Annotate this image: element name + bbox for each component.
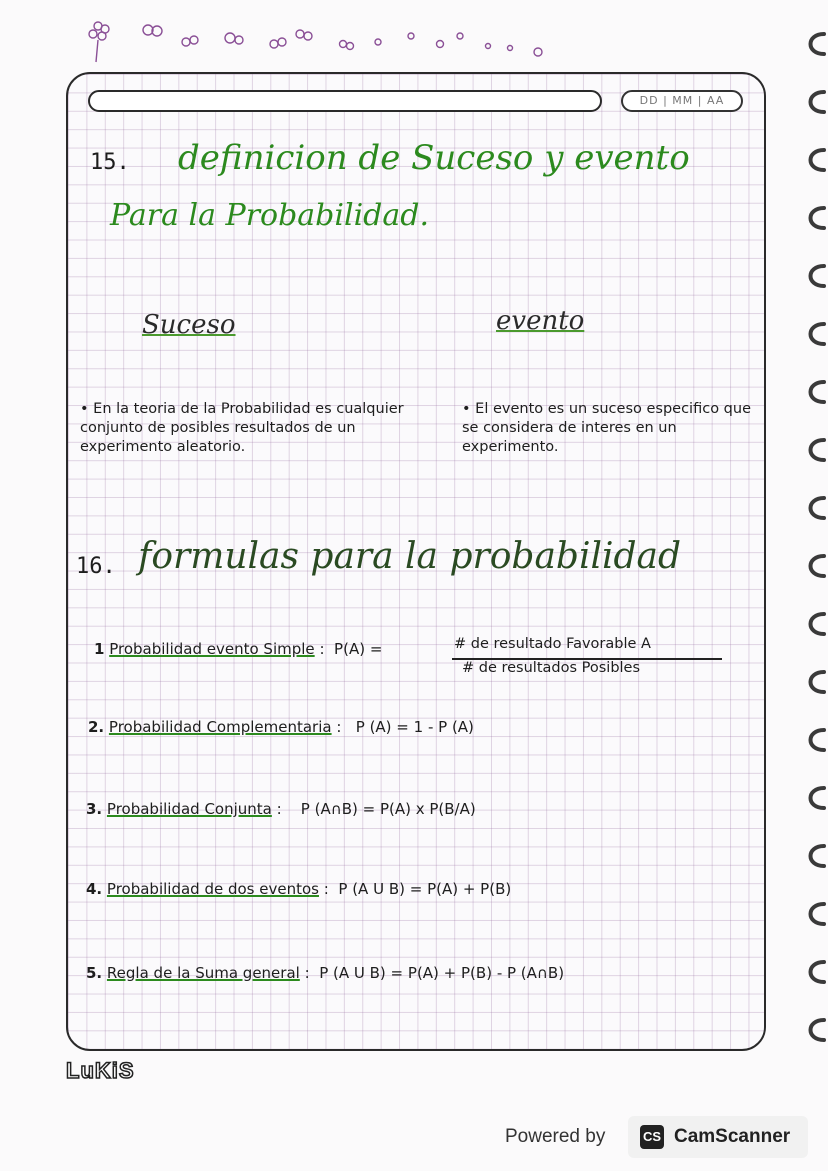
formula-expression: P (A) = 1 - P (A) [355,718,474,736]
formula-expression: P (A∩B) = P(A) x P(B/A) [300,800,476,818]
formula-separator: : [304,964,310,982]
formula-1-denominator: # de resultados Posibles [462,660,641,676]
flower-doodles [78,14,558,64]
formula-number: 5. [86,964,103,982]
formula-number: 2. [88,718,105,736]
formula-expression: P (A U B) = P(A) + P(B) - P (A∩B) [319,964,565,982]
evento-heading: evento [496,306,585,336]
formula-1-numerator: # de resultado Favorable A [454,636,651,652]
formula-expression: P(A) = [334,640,383,658]
date-field: DD | MM | AA [621,90,743,112]
formula-4 [86,880,511,898]
formula-number: 1 [94,640,105,658]
section-15-title-line1: definicion de Suceso y evento [178,138,690,178]
section-16-number: 16. [76,554,116,579]
formula-label: Probabilidad de dos eventos [106,880,319,898]
formula-number: 3. [86,800,103,818]
camscanner-icon: CS [640,1125,664,1149]
evento-definition: • El evento es un suceso especifico que se considera de interes en un experimento. [462,401,751,455]
formula-1 [94,640,382,658]
formula-5 [86,964,564,982]
suceso-definition: • En la teoria de la Probabilidad es cualquier conjunto de posibles resultados de un experimento aleatorio. [80,401,404,455]
spiral-binding [798,28,828,1088]
formula-label: Probabilidad Complementaria [108,718,332,736]
lukis-logo: LuKiS [66,1058,135,1083]
formula-3 [86,800,476,818]
notebook-page [66,72,766,1051]
formula-label: Probabilidad Conjunta [106,800,272,818]
formula-label: Regla de la Suma general [106,964,300,982]
formula-label: Probabilidad evento Simple [109,640,315,658]
section-16-title: formulas para la probabilidad [138,536,682,577]
suceso-heading: Suceso [142,310,236,340]
camscanner-brand: CamScanner [674,1126,791,1147]
powered-by-text: Powered by [505,1126,606,1147]
formula-2 [88,718,474,736]
formula-separator: : [323,880,329,898]
section-15-number: 15. [90,150,130,175]
camscanner-badge [628,1116,808,1158]
section-15-title-line2: Para la Probabilidad. [110,198,429,233]
formula-number: 4. [86,880,103,898]
formula-expression: P (A U B) = P(A) + P(B) [338,880,512,898]
formula-separator: : [336,718,342,736]
title-field [88,90,602,112]
formula-separator: : [276,800,282,818]
formula-separator: : [319,640,325,658]
